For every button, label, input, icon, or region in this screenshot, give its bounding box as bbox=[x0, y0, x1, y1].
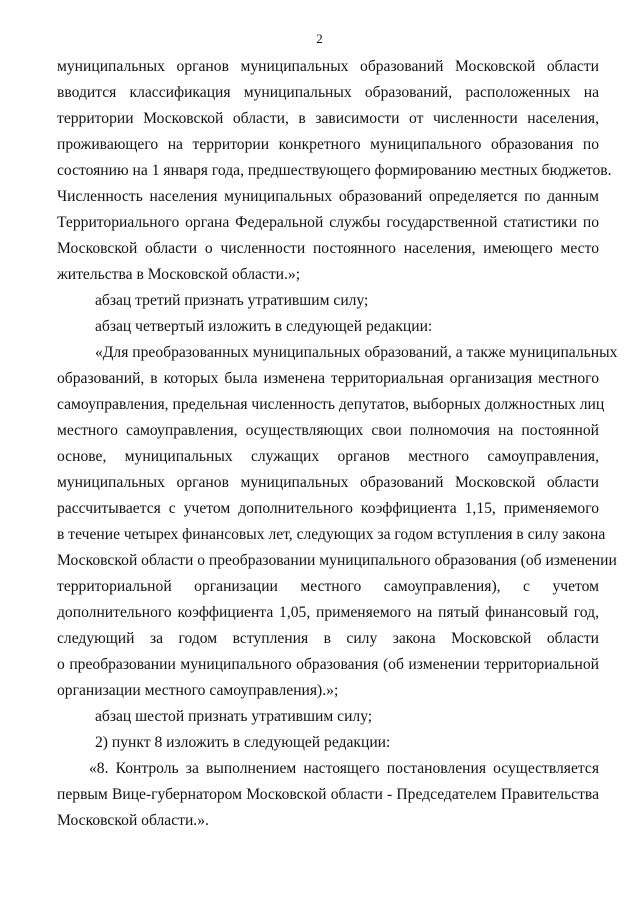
text-line: муниципальных органов муниципальных образований Московской области bbox=[57, 58, 599, 75]
quote-line: «8. Контроль за выполнением настоящего постановления осуществляется bbox=[89, 760, 599, 777]
text-line: Московской области.». bbox=[57, 812, 209, 829]
text-line: самоуправления, предельная численность депутатов, выборных должностных лиц bbox=[57, 396, 605, 413]
paragraph-line: 2) пункт 8 изложить в следующей редакции: bbox=[95, 734, 391, 751]
paragraph-line: абзац шестой признать утратившим силу; bbox=[95, 708, 373, 725]
text-line: вводится классификация муниципальных образований, расположенных на bbox=[57, 84, 599, 101]
paragraph-line: абзац третий признать утратившим силу; bbox=[95, 292, 369, 309]
page-number: 2 bbox=[316, 31, 323, 46]
text-line: рассчитывается с учетом дополнительного коэффициента 1,15, применяемого bbox=[57, 500, 599, 517]
text-line: следующий за годом вступления в силу закона Московской области bbox=[57, 630, 599, 647]
text-line: Московской области о численности постоянного населения, имеющего место bbox=[57, 240, 599, 257]
paragraph-line: абзац четвертый изложить в следующей редакции: bbox=[95, 318, 433, 335]
text-line: первым Вице-губернатором Московской области - Председателем Правительства bbox=[57, 786, 599, 803]
text-line: Территориального органа Федеральной службы государственной статистики по bbox=[57, 214, 599, 231]
text-line: проживающего на территории конкретного муниципального образования по bbox=[57, 136, 599, 153]
text-line: состоянию на 1 января года, предшествующего формированию местных бюджетов. bbox=[57, 162, 612, 179]
text-line: в течение четырех финансовых лет, следующих за годом вступления в силу закона bbox=[57, 526, 606, 543]
text-line: основе, муниципальных служащих органов местного самоуправления, bbox=[57, 448, 599, 465]
text-line: муниципальных органов муниципальных образований Московской области bbox=[57, 474, 599, 491]
text-line: Московской области о преобразовании муниципального образования (об изменении bbox=[57, 552, 617, 569]
text-line: территории Московской области, в зависимости от численности населения, bbox=[57, 110, 599, 127]
text-line: территориальной организации местного самоуправления), с учетом bbox=[57, 578, 599, 595]
text-line: образований, в которых была изменена территориальная организация местного bbox=[57, 370, 599, 387]
text-line: жительства в Московской области.»; bbox=[57, 266, 301, 283]
text-line: Численность населения муниципальных образований определяется по данным bbox=[57, 188, 599, 205]
text-line: о преобразовании муниципального образования (об изменении территориальной bbox=[57, 656, 599, 673]
quote-line: «Для преобразованных муниципальных образований, а также муниципальных bbox=[95, 344, 618, 361]
text-line: организации местного самоуправления).»; bbox=[57, 682, 339, 699]
document-body bbox=[57, 54, 618, 834]
text-line: дополнительного коэффициента 1,05, применяемого на пятый финансовый год, bbox=[57, 604, 599, 621]
text-line: местного самоуправления, осуществляющих свои полномочия на постоянной bbox=[57, 422, 599, 439]
